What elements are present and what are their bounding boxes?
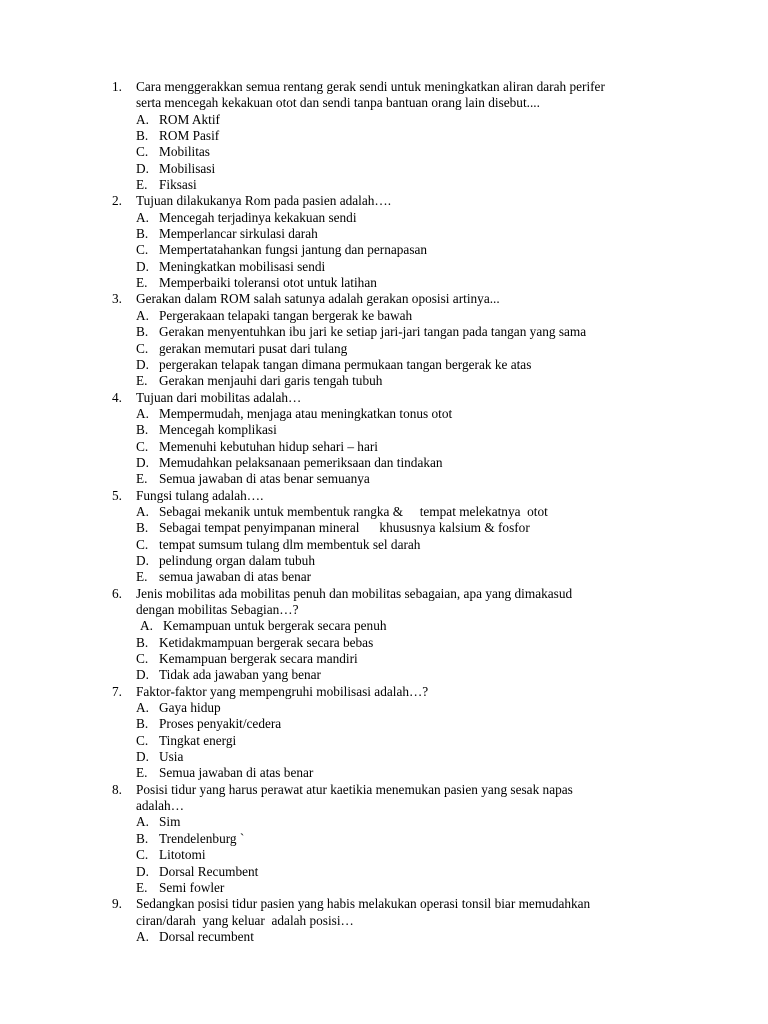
question-item: [112, 684, 692, 782]
option-text: Semua jawaban di atas benar semuanya: [159, 471, 370, 487]
option-text: Semi fowler: [159, 879, 225, 895]
option-letter: D.: [136, 454, 149, 470]
question-item: [112, 291, 692, 389]
option-text: Pergerakaan telapaki tangan bergerak ke bawah: [159, 307, 413, 323]
option-letter: B.: [136, 716, 149, 732]
answer-option: [112, 242, 692, 258]
option-text: Ketidakmampuan bergerak secara bebas: [159, 634, 374, 650]
option-text: Proses penyakit/cedera: [159, 716, 282, 732]
answer-option: [112, 716, 692, 732]
answer-option: [112, 847, 692, 863]
answer-option: [112, 700, 692, 716]
question-text: Fungsi tulang adalah….: [136, 487, 264, 503]
answer-option: [112, 504, 692, 520]
option-letter: B.: [136, 830, 149, 846]
option-letter: A.: [136, 814, 149, 830]
option-letter: B.: [136, 634, 149, 650]
question-number: 5.: [112, 487, 122, 503]
option-text: Sebagai mekanik untuk membentuk rangka & tempat melekatnya otot: [159, 503, 548, 519]
answer-option: [112, 635, 692, 651]
option-text: tempat sumsum tulang dlm membentuk sel darah: [159, 536, 421, 552]
answer-option: [112, 733, 692, 749]
option-letter: A.: [136, 307, 149, 323]
option-text: Mobilisasi: [159, 160, 216, 176]
answer-option: [112, 177, 692, 193]
option-letter: A.: [136, 700, 149, 716]
question-text: Sedangkan posisi tidur pasien yang habis melakukan operasi tonsil biar memudahkan: [136, 896, 591, 912]
question-line: [112, 95, 692, 111]
option-letter: C.: [136, 732, 149, 748]
option-letter: B.: [136, 520, 149, 536]
option-text: Sebagai tempat penyimpanan mineral khususnya kalsium & fosfor: [159, 520, 530, 536]
option-text: Gaya hidup: [159, 700, 221, 716]
answer-option: [112, 324, 692, 340]
option-text: Mobilitas: [159, 144, 210, 160]
question-line: [112, 896, 692, 912]
option-letter: B.: [136, 128, 149, 144]
answer-option: [112, 537, 692, 553]
option-text: Memenuhi kebutuhan hidup sehari – hari: [159, 438, 378, 454]
question-line: [112, 488, 692, 504]
answer-option: [112, 161, 692, 177]
option-text: pelindung organ dalam tubuh: [159, 552, 315, 568]
answer-option: [112, 210, 692, 226]
option-text: pergerakan telapak tangan dimana permukaan tangan bergerak ke atas: [159, 356, 532, 372]
question-number: 4.: [112, 389, 122, 405]
question-number: 6.: [112, 585, 122, 601]
question-item: [112, 896, 692, 945]
option-text: Semua jawaban di atas benar: [159, 765, 314, 781]
answer-option: [112, 864, 692, 880]
option-letter: D.: [136, 552, 149, 568]
option-letter: C.: [136, 536, 149, 552]
option-text: Dorsal Recumbent: [159, 863, 259, 879]
answer-option: [112, 275, 692, 291]
option-text: ROM Pasif: [159, 128, 220, 144]
question-text: Tujuan dari mobilitas adalah…: [136, 389, 302, 405]
option-text: semua jawaban di atas benar: [159, 569, 312, 585]
answer-option: [112, 144, 692, 160]
option-text: ROM Aktif: [159, 111, 220, 127]
option-text: Gerakan menjauhi dari garis tengah tubuh: [159, 373, 383, 389]
question-text: dengan mobilitas Sebagian…?: [136, 602, 299, 617]
option-letter: E.: [136, 275, 148, 291]
option-letter: D.: [136, 863, 149, 879]
question-text: Cara menggerakkan semua rentang gerak sendi untuk meningkatkan aliran darah perifer: [136, 79, 605, 94]
option-text: Mencegah terjadinya kekakuan sendi: [159, 209, 357, 225]
question-number: 7.: [112, 683, 122, 699]
answer-option: [112, 553, 692, 569]
answer-option: [112, 814, 692, 830]
option-letter: D.: [136, 749, 149, 765]
option-letter: C.: [136, 242, 149, 258]
question-line: [112, 602, 692, 618]
question-text: Gerakan dalam ROM salah satunya adalah gerakan oposisi artinya...: [136, 291, 500, 307]
question-item: [112, 390, 692, 488]
option-letter: D.: [136, 356, 149, 372]
answer-option: [112, 422, 692, 438]
answer-option: [112, 667, 692, 683]
option-text: Memudahkan pelaksanaan pemeriksaan dan tindakan: [159, 454, 443, 470]
option-letter: E.: [136, 569, 148, 585]
option-text: Gerakan menyentuhkan ibu jari ke setiap jari-jari tangan pada tangan yang sama: [159, 324, 587, 340]
option-text: Memperlancar sirkulasi darah: [159, 226, 318, 242]
option-text: Tidak ada jawaban yang benar: [159, 667, 321, 683]
option-text: Mempermudah, menjaga atau meningkatkan tonus otot: [159, 405, 453, 421]
answer-option: [112, 618, 692, 634]
option-text: Dorsal recumbent: [159, 928, 254, 944]
option-letter: A.: [136, 503, 149, 519]
question-number: 2.: [112, 193, 122, 209]
option-letter: D.: [136, 160, 149, 176]
option-text: Tingkat energi: [159, 732, 237, 748]
option-letter: C.: [136, 340, 149, 356]
question-item: [112, 193, 692, 291]
answer-option: [112, 765, 692, 781]
question-text: Posisi tidur yang harus perawat atur kaetikia menemukan pasien yang sesak napas: [136, 781, 573, 797]
option-letter: A.: [136, 209, 149, 225]
answer-option: [112, 749, 692, 765]
question-number: 1.: [112, 79, 122, 94]
question-item: [112, 782, 692, 896]
answer-option: [112, 651, 692, 667]
answer-option: [112, 831, 692, 847]
option-letter: D.: [136, 258, 149, 274]
question-text: ciran/darah yang keluar adalah posisi…: [136, 912, 354, 928]
option-letter: B.: [136, 324, 149, 340]
option-letter: C.: [136, 144, 149, 160]
question-item: [112, 79, 692, 193]
option-text: Litotomi: [159, 847, 206, 863]
answer-option: [112, 471, 692, 487]
question-text: serta mencegah kekakuan otot dan sendi tanpa bantuan orang lain disebut....: [136, 95, 540, 111]
answer-option: [112, 357, 692, 373]
answer-option: [112, 226, 692, 242]
question-line: [112, 586, 692, 602]
option-letter: D.: [136, 667, 149, 683]
answer-option: [112, 112, 692, 128]
option-letter: C.: [136, 438, 149, 454]
answer-option: [112, 439, 692, 455]
answer-option: [112, 373, 692, 389]
option-letter: A.: [136, 111, 149, 127]
question-text: Jenis mobilitas ada mobilitas penuh dan mobilitas sebagaian, apa yang dimakasud: [136, 585, 573, 601]
question-text: Faktor-faktor yang mempengruhi mobilisasi adalah…?: [136, 683, 429, 699]
question-line: [112, 798, 692, 814]
option-letter: A.: [140, 618, 153, 634]
option-text: Trendelenburg `: [159, 830, 245, 846]
option-letter: E.: [136, 879, 148, 895]
question-text: Tujuan dilakukanya Rom pada pasien adalah….: [136, 193, 392, 209]
answer-option: [112, 128, 692, 144]
option-letter: E.: [136, 373, 148, 389]
option-text: Mencegah komplikasi: [159, 422, 277, 438]
option-text: gerakan memutari pusat dari tulang: [159, 340, 348, 356]
answer-option: [112, 880, 692, 896]
question-item: [112, 586, 692, 684]
answer-option: [112, 520, 692, 536]
question-list: [112, 79, 692, 945]
option-text: Fiksasi: [159, 177, 197, 193]
question-line: [112, 291, 692, 307]
option-letter: A.: [136, 928, 149, 944]
option-letter: E.: [136, 177, 148, 193]
question-line: [112, 390, 692, 406]
question-item: [112, 488, 692, 586]
option-text: Kemampuan untuk bergerak secara penuh: [163, 618, 387, 634]
answer-option: [112, 929, 692, 945]
question-line: [112, 684, 692, 700]
option-letter: C.: [136, 847, 149, 863]
answer-option: [112, 308, 692, 324]
option-letter: B.: [136, 226, 149, 242]
option-letter: E.: [136, 471, 148, 487]
answer-option: [112, 569, 692, 585]
question-number: 8.: [112, 781, 122, 797]
option-text: Kemampuan bergerak secara mandiri: [159, 651, 358, 667]
answer-option: [112, 406, 692, 422]
option-text: Sim: [159, 814, 181, 830]
question-text: adalah…: [136, 798, 184, 814]
option-letter: A.: [136, 405, 149, 421]
question-number: 3.: [112, 291, 122, 307]
answer-option: [112, 455, 692, 471]
question-line: [112, 913, 692, 929]
option-letter: C.: [136, 651, 149, 667]
option-text: Memperbaiki toleransi otot untuk latihan: [159, 275, 377, 291]
option-text: Usia: [159, 749, 184, 765]
option-text: Meningkatkan mobilisasi sendi: [159, 258, 326, 274]
answer-option: [112, 341, 692, 357]
option-letter: B.: [136, 422, 149, 438]
answer-option: [112, 259, 692, 275]
option-letter: E.: [136, 765, 148, 781]
option-text: Mempertatahankan fungsi jantung dan pernapasan: [159, 242, 428, 258]
question-line: [112, 782, 692, 798]
question-line: [112, 79, 692, 95]
question-number: 9.: [112, 896, 122, 912]
question-line: [112, 193, 692, 209]
